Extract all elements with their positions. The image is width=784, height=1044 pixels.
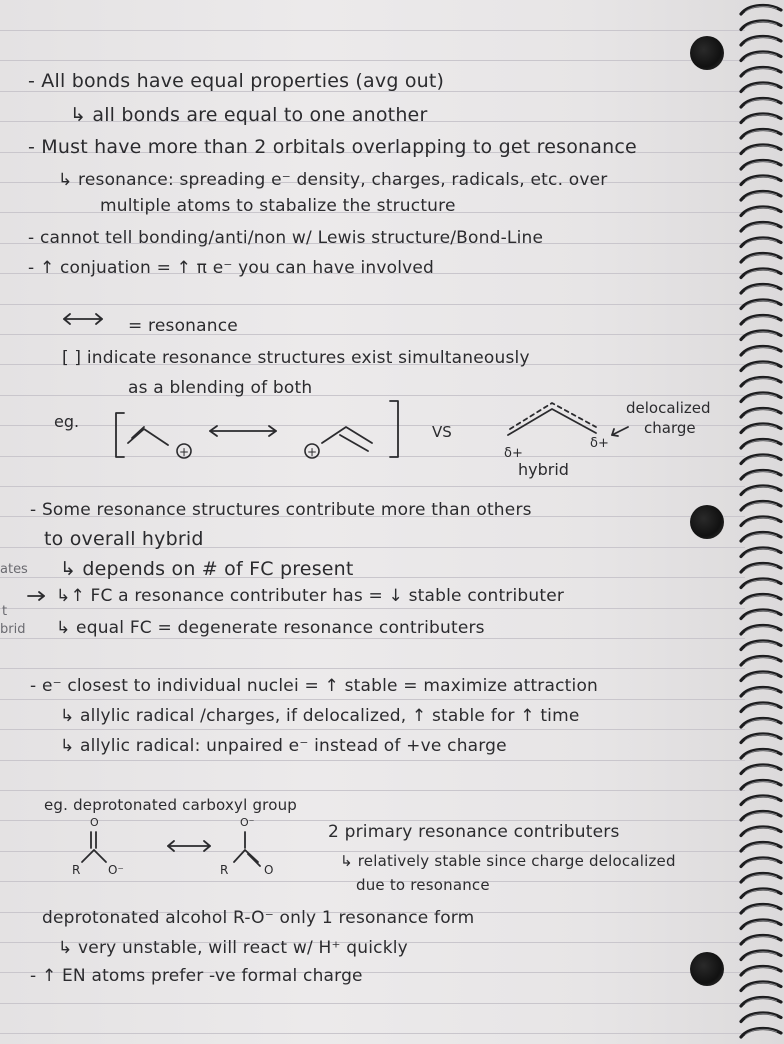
note-line: [ ] indicate resonance structures exist simultaneously [62,348,530,368]
rule-line [0,1003,745,1004]
plus-charge: + [178,445,190,459]
note-line: deprotonated alcohol R-O⁻ only 1 resonance form [42,908,475,928]
spiral-coil [741,966,781,975]
spiral-coil [741,904,781,913]
spiral-coil [741,920,781,929]
note-line: ↳ relatively stable since charge delocalized [340,852,676,870]
spiral-coil [741,284,781,293]
atom-R: R [72,863,81,877]
spiral-coil [741,517,781,526]
margin-arrow-icon [26,590,48,602]
atom-O-minus: O⁻ [240,816,255,829]
spiral-coil [741,749,781,758]
punch-hole [690,36,724,70]
spiral-coil [741,687,781,696]
spiral-coil [741,1013,781,1022]
spiral-coil [741,858,781,867]
spiral-coil [741,114,781,123]
double-headed-arrow-icon [62,312,104,326]
note-line: - ↑ conjuation = ↑ π e⁻ you can have involved [28,258,435,278]
spiral-coil [741,439,781,448]
spiral-coil [741,5,781,14]
spiral-binding [735,0,784,1044]
spiral-coil [741,672,781,681]
spiral-coil [741,1028,781,1037]
note-line: ↳ resonance: spreading e⁻ density, charges, radicals, etc. over [58,170,608,190]
note-line: - cannot tell bonding/anti/non w/ Lewis structure/Bond-Line [28,228,544,248]
note-line: ↳ all bonds are equal to one another [70,104,428,126]
atom-R: R [220,863,229,877]
note-line: ↳ depends on # of FC present [60,558,354,580]
spiral-coil [741,129,781,138]
note-line: - ↑ EN atoms prefer -ve formal charge [30,966,363,986]
spiral-coil [741,21,781,30]
charge-label: charge [644,419,696,437]
spiral-coil [741,501,781,510]
note-line: = resonance [128,316,238,336]
spiral-coil [741,269,781,278]
rule-line [0,60,745,61]
delta-plus-right: δ+ [590,436,609,451]
atom-O-minus: O⁻ [108,863,124,877]
spiral-coil [741,703,781,712]
margin-fragment: brid [0,622,26,637]
rule-line [0,30,745,31]
spiral-coil [741,52,781,61]
rule-line [0,699,745,700]
spiral-coil [741,951,781,960]
spiral-coil [741,191,781,200]
spiral-coil [741,889,781,898]
allyl-resonance-figure [40,395,740,485]
spiral-coil [741,222,781,231]
spiral-coil [741,83,781,92]
spiral-coil [741,796,781,805]
note-line: - e⁻ closest to individual nuclei = ↑ stable = maximize attraction [30,676,599,696]
rule-line [0,668,745,669]
spiral-coil [741,594,781,603]
spiral-coil [741,579,781,588]
spiral-coil [741,98,781,107]
spiral-coil [741,780,781,789]
spiral-coil [741,207,781,216]
spiral-coil [741,346,781,355]
atom-O: O [90,816,99,829]
delocalized-label: delocalized [626,399,711,417]
note-line: eg. deprotonated carboxyl group [44,796,298,814]
margin-fragment: ates [0,562,28,577]
note-line: - Some resonance structures contribute more than others [30,500,532,520]
spiral-coil [741,470,781,479]
spiral-coil [741,486,781,495]
note-line: - Must have more than 2 orbitals overlapping to get resonance [28,136,637,158]
rule-line [0,334,745,335]
spiral-coil [741,362,781,371]
note-line: as a blending of both [128,378,313,398]
rule-line [0,760,745,761]
rule-line [0,608,745,609]
rule-line [0,1033,745,1034]
spiral-coil [741,827,781,836]
spiral-coil [741,36,781,45]
spiral-coil [741,176,781,185]
spiral-coil [741,734,781,743]
rule-line [0,790,745,791]
spiral-coil [741,625,781,634]
rule-line [0,638,745,639]
spiral-coil [741,656,781,665]
note-line: ↳ equal FC = degenerate resonance contributers [56,618,485,638]
carboxylate-resonance-figure [60,812,310,880]
vs-label: VS [432,423,452,441]
spiral-coil [741,548,781,557]
spiral-coil [741,455,781,464]
note-line: ↳ very unstable, will react w/ H⁺ quickly [58,938,408,958]
note-line: due to resonance [356,876,490,894]
spiral-coil [741,935,781,944]
hybrid-label: hybrid [518,460,569,479]
note-line: multiple atoms to stabalize the structure [100,196,456,216]
eg-label: eg. [54,412,80,431]
spiral-coil [741,315,781,324]
spiral-coil [741,765,781,774]
rule-line [0,729,745,730]
spiral-coil [741,982,781,991]
spiral-coil [741,300,781,309]
spiral-coil [741,563,781,572]
note-line: ↳↑ FC a resonance contributer has = ↓ stable contributer [56,586,565,606]
spiral-coil [741,393,781,402]
delta-plus-left: δ+ [504,446,523,461]
note-line: ↳ allylic radical /charges, if delocalized, ↑ stable for ↑ time [60,706,580,726]
spiral-coil [741,67,781,76]
spiral-coil [741,718,781,727]
spiral-coil [741,408,781,417]
spiral-coil [741,377,781,386]
spiral-coil [741,811,781,820]
note-line: - All bonds have equal properties (avg out) [28,70,445,92]
spiral-coil [741,238,781,247]
spiral-coil [741,997,781,1006]
note-line: 2 primary resonance contributers [328,822,620,842]
spiral-coil [741,641,781,650]
rule-line [0,486,745,487]
spiral-coil [741,424,781,433]
note-line: ↳ allylic radical: unpaired e⁻ instead of +ve charge [60,736,507,756]
spiral-coil [741,331,781,340]
spiral-coil [741,610,781,619]
spiral-coil [741,253,781,262]
margin-fragment: t [2,604,8,619]
spiral-coil [741,532,781,541]
spiral-coil [741,873,781,882]
spiral-coil [741,145,781,154]
spiral-coil [741,842,781,851]
punch-hole [690,505,724,539]
punch-hole [690,952,724,986]
plus-charge: + [306,445,318,459]
spiral-coil [741,160,781,169]
atom-O: O [264,863,274,877]
rule-line [0,304,745,305]
note-line: to overall hybrid [44,528,204,550]
